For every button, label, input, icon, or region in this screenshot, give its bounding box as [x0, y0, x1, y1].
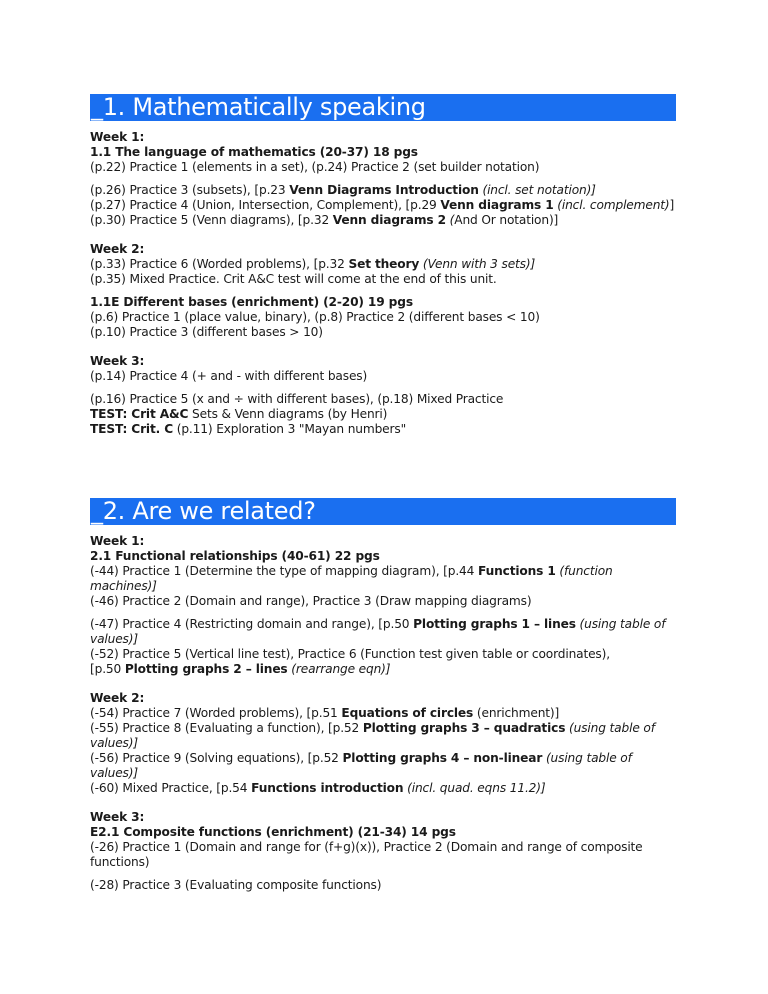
- practice-line: (-54) Practice 7 (Worded problems), [p.51 Equations of circles (enrichment)]: [90, 706, 560, 720]
- resource-link-title: Equations of circles: [341, 706, 474, 720]
- unit-1-week-3: [90, 354, 676, 437]
- practice-line: (p.16) Practice 5 (x and ÷ with different bases), (p.18) Mixed Practice: [90, 392, 504, 406]
- unit-1: [90, 94, 676, 437]
- practice-line: (-28) Practice 3 (Evaluating composite functions): [90, 878, 382, 892]
- resource-link-title: Venn diagrams 2: [332, 213, 446, 227]
- practice-line: (-44) Practice 1 (Determine the type of mapping diagram), [p.44 Functions 1 (function machines)]: [90, 564, 613, 593]
- resource-link-title: Plotting graphs 4 – non-linear: [342, 751, 543, 765]
- resource-link-title: Functions introduction: [251, 781, 404, 795]
- practice-line: (p.14) Practice 4 (+ and - with different bases): [90, 369, 368, 383]
- practice-line: (-55) Practice 8 (Evaluating a function), [p.52 Plotting graphs 3 – quadratics (using table of values)]: [90, 721, 655, 750]
- unit-2-week-2: [90, 691, 676, 796]
- week-label: Week 1:: [90, 130, 145, 144]
- resource-link-title: Plotting graphs 2 – lines: [124, 662, 288, 676]
- resource-link-title: Set theory: [348, 257, 420, 271]
- practice-line: (-60) Mixed Practice, [p.54 Functions introduction (incl. quad. eqns 11.2)]: [90, 781, 546, 795]
- section-title: 2.1 Functional relationships (40-61) 22 pgs: [90, 549, 380, 563]
- resource-link-title: Venn diagrams 1: [440, 198, 554, 212]
- test-line: TEST: Crit. C (p.11) Exploration 3 "Mayan numbers": [90, 422, 407, 436]
- unit-1-title: _1. Mathematically speaking: [90, 94, 676, 121]
- week-label: Week 3:: [90, 354, 145, 368]
- section-title: E2.1 Composite functions (enrichment) (21-34) 14 pgs: [90, 825, 456, 839]
- week-label: Week 1:: [90, 534, 145, 548]
- unit-2-title: _2. Are we related?: [90, 498, 676, 525]
- document-page: [90, 93, 676, 892]
- unit-2-week-1: [90, 534, 676, 677]
- week-label: Week 2:: [90, 242, 145, 256]
- practice-line: (p.33) Practice 6 (Worded problems), [p.32 Set theory (Venn with 3 sets)]: [90, 257, 536, 271]
- practice-line: (-52) Practice 5 (Vertical line test), Practice 6 (Function test given table or coordinates),: [90, 647, 610, 661]
- practice-line: (p.10) Practice 3 (different bases > 10): [90, 325, 323, 339]
- resource-link-title: Venn Diagrams Introduction: [289, 183, 479, 197]
- test-label: TEST: Crit. C: [90, 422, 174, 436]
- practice-line: (p.27) Practice 4 (Union, Intersection, Complement), [p.29 Venn diagrams 1 (incl. complement)]: [90, 198, 675, 212]
- unit-2: [90, 498, 676, 893]
- week-label: Week 3:: [90, 810, 145, 824]
- practice-line: [p.50 Plotting graphs 2 – lines (rearrange eqn)]: [90, 662, 391, 676]
- practice-line: (-47) Practice 4 (Restricting domain and range), [p.50 Plotting graphs 1 – lines (using table of values)]: [90, 617, 666, 646]
- unit-2-week-3: [90, 810, 676, 893]
- resource-link-title: Plotting graphs 3 – quadratics: [362, 721, 566, 735]
- week-label: Week 2:: [90, 691, 145, 705]
- practice-line: (p.22) Practice 1 (elements in a set), (p.24) Practice 2 (set builder notation): [90, 160, 540, 174]
- section-title: 1.1E Different bases (enrichment) (2-20) 19 pgs: [90, 295, 413, 309]
- practice-line: (-46) Practice 2 (Domain and range), Practice 3 (Draw mapping diagrams): [90, 594, 532, 608]
- test-label: TEST: Crit A&C: [90, 407, 189, 421]
- resource-link-title: Plotting graphs 1 – lines: [413, 617, 576, 631]
- practice-line: (p.35) Mixed Practice. Crit A&C test will come at the end of this unit.: [90, 272, 497, 286]
- practice-line: (p.30) Practice 5 (Venn diagrams), [p.32 Venn diagrams 2 (And Or notation)]: [90, 213, 559, 227]
- test-line: TEST: Crit A&C Sets & Venn diagrams (by Henri): [90, 407, 388, 421]
- resource-link-title: Functions 1: [478, 564, 556, 578]
- unit-1-week-2: [90, 242, 676, 340]
- practice-line: (-56) Practice 9 (Solving equations), [p.52 Plotting graphs 4 – non-linear (using table of values)]: [90, 751, 632, 780]
- practice-line: (p.26) Practice 3 (subsets), [p.23 Venn Diagrams Introduction (incl. set notation)]: [90, 183, 596, 197]
- practice-line: (p.6) Practice 1 (place value, binary), (p.8) Practice 2 (different bases < 10): [90, 310, 540, 324]
- section-title: 1.1 The language of mathematics (20-37) 18 pgs: [90, 145, 418, 159]
- practice-line: (-26) Practice 1 (Domain and range for (f+g)(x)), Practice 2 (Domain and range of composite functions): [90, 840, 643, 869]
- unit-1-week-1: [90, 130, 676, 228]
